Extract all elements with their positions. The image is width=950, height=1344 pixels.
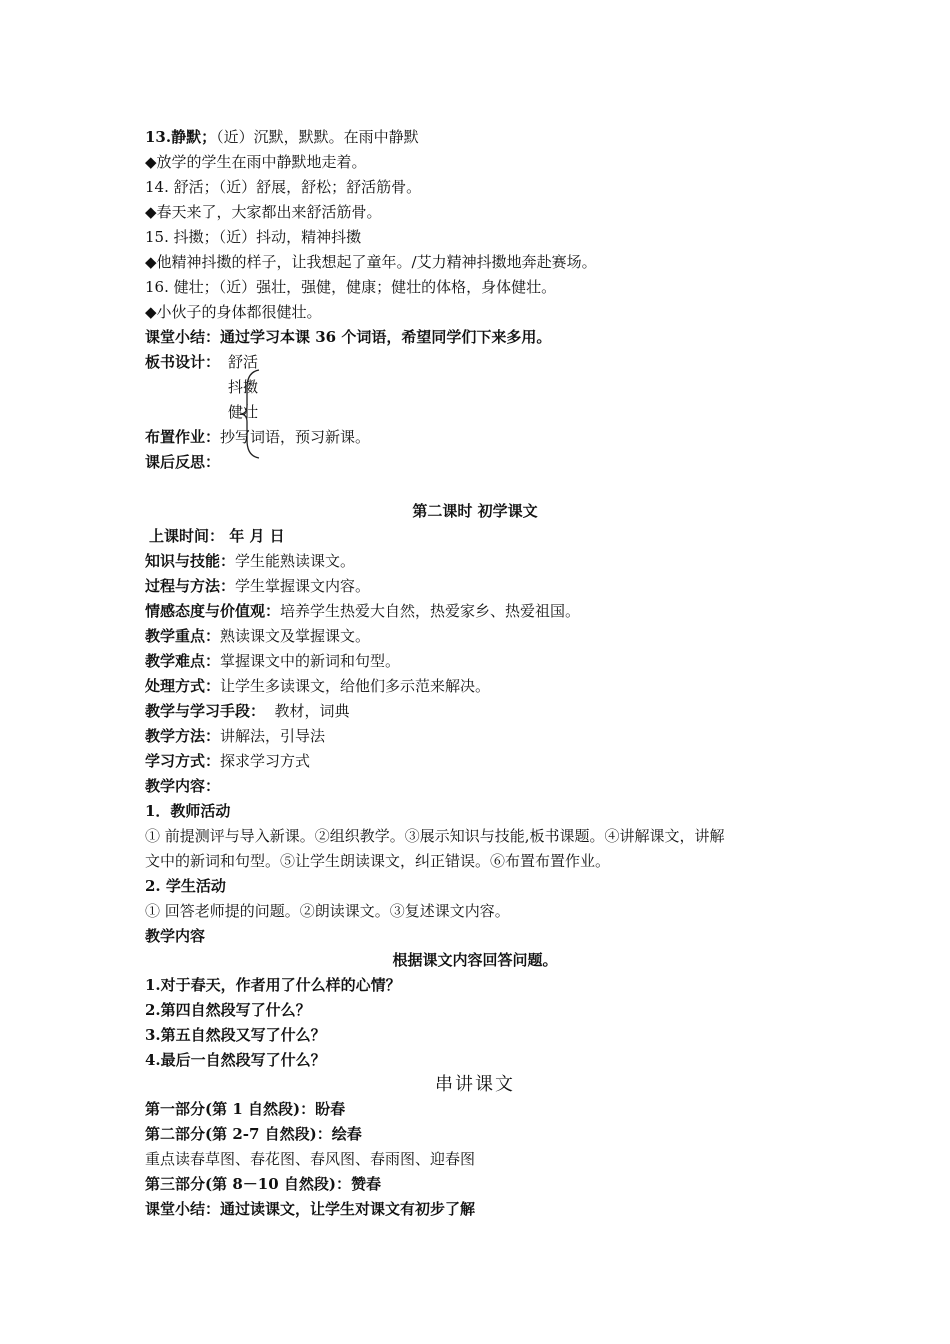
board-word-3: 健壮 xyxy=(228,403,259,421)
row-text: 学生能熟读课文。 xyxy=(235,552,356,570)
lesson2-summary: 课堂小结：通过读课文，让学生对课文有初步了解 xyxy=(145,1200,476,1218)
vocab-13-label: 13.静默； xyxy=(145,128,217,146)
row-focus xyxy=(145,626,370,646)
row-label: 教学重点： xyxy=(145,627,221,645)
vocab-16-example: ◆小伙子的身体都很健壮。 xyxy=(145,303,322,321)
row-text: 教材，词典 xyxy=(265,702,350,720)
question-1: 1.对于春天，作者用了什么样的心情？ xyxy=(145,976,401,994)
row-label: 教学方法： xyxy=(145,727,221,745)
section-title: 串讲课文 xyxy=(435,1074,515,1095)
teaching-content-label-2: 教学内容 xyxy=(145,927,206,945)
teacher-activity-line2: 文中的新词和句型。⑤让学生朗读课文，纠正错误。⑥布置布置作业。 xyxy=(145,852,611,870)
part-1: 第一部分(第 1 自然段)：盼春 xyxy=(145,1100,346,1118)
row-text: 探求学习方式 xyxy=(220,752,311,770)
row-label: 教学难点： xyxy=(145,652,221,670)
student-activity-line: ① 回答老师提的问题。②朗读课文。③复述课文内容。 xyxy=(145,902,510,920)
row-text: 让学生多读课文，给他们多示范来解决。 xyxy=(220,677,491,695)
row-text: 学生掌握课文内容。 xyxy=(235,577,371,595)
row-knowledge xyxy=(145,551,355,571)
row-text: 讲解法，引导法 xyxy=(220,727,326,745)
vocab-13-example: ◆放学的学生在雨中静默地走着。 xyxy=(145,153,367,171)
homework-text: 抄写词语，预习新课。 xyxy=(220,428,371,446)
row-handling xyxy=(145,676,490,696)
vocab-13 xyxy=(145,127,419,147)
homework-row xyxy=(145,427,370,447)
class-time: 上课时间： 年 月 日 xyxy=(149,527,285,545)
row-means xyxy=(145,701,350,721)
vocab-14: 14. 舒活；（近）舒展，舒松；舒活筋骨。 xyxy=(145,178,422,196)
student-activity-heading: 2. 学生活动 xyxy=(145,877,226,895)
vocab-15: 15. 抖擞；（近）抖动，精神抖擞 xyxy=(145,228,362,246)
row-label: 教学与学习手段： xyxy=(145,702,266,720)
question-2: 2.第四自然段写了什么？ xyxy=(145,1001,311,1019)
part-3: 第三部分(第 8－10 自然段)：赞春 xyxy=(145,1175,381,1193)
question-4: 4.最后一自然段写了什么？ xyxy=(145,1051,326,1069)
row-text: 熟读课文及掌握课文。 xyxy=(220,627,371,645)
teacher-activity-line1: ① 前提测评与导入新课。②组织教学。③展示知识与技能,板书课题。④讲解课文，讲解 xyxy=(145,827,725,845)
row-label: 处理方式： xyxy=(145,677,221,695)
row-text: 掌握课文中的新词和句型。 xyxy=(220,652,401,670)
vocab-13-text: （近）沉默，默默。在雨中静默 xyxy=(216,128,419,146)
row-learning xyxy=(145,751,310,771)
board-word-2: 抖擞 xyxy=(228,378,259,396)
vocab-14-example: ◆春天来了，大家都出来舒活筋骨。 xyxy=(145,203,382,221)
question-3: 3.第五自然段又写了什么？ xyxy=(145,1026,326,1044)
homework-label: 布置作业： xyxy=(145,428,221,446)
row-label: 情感态度与价值观： xyxy=(145,602,281,620)
reflection-label: 课后反思： xyxy=(145,453,221,471)
part-2: 第二部分(第 2-7 自然段)：绘春 xyxy=(145,1125,362,1143)
row-label: 学习方式： xyxy=(145,752,221,770)
teacher-activity-heading: 1．教师活动 xyxy=(145,802,231,820)
row-process xyxy=(145,576,370,596)
vocab-16: 16. 健壮；（近）强壮，强健，健康；健壮的体格，身体健壮。 xyxy=(145,278,557,296)
board-word-1: 舒活 xyxy=(228,353,259,371)
row-label: 过程与方法： xyxy=(145,577,236,595)
part-2-detail: 重点读春草图、春花图、春风图、春雨图、迎春图 xyxy=(145,1150,476,1168)
board-label: 板书设计： xyxy=(145,353,221,371)
row-difficulty xyxy=(145,651,400,671)
row-label: 知识与技能： xyxy=(145,552,236,570)
row-attitude xyxy=(145,601,580,621)
lesson2-title: 第二课时 初学课文 xyxy=(412,502,538,520)
row-text: 培养学生热爱大自然，热爱家乡、热爱祖国。 xyxy=(280,602,581,620)
row-methods xyxy=(145,726,325,746)
vocab-15-example: ◆他精神抖擞的样子，让我想起了童年。/艾力精神抖擞地奔赴赛场。 xyxy=(145,253,597,271)
questions-title: 根据课文内容回答问题。 xyxy=(392,951,558,969)
teaching-content-label: 教学内容： xyxy=(145,777,221,795)
lesson1-summary: 课堂小结：通过学习本课 36 个词语，希望同学们下来多用。 xyxy=(145,328,552,346)
